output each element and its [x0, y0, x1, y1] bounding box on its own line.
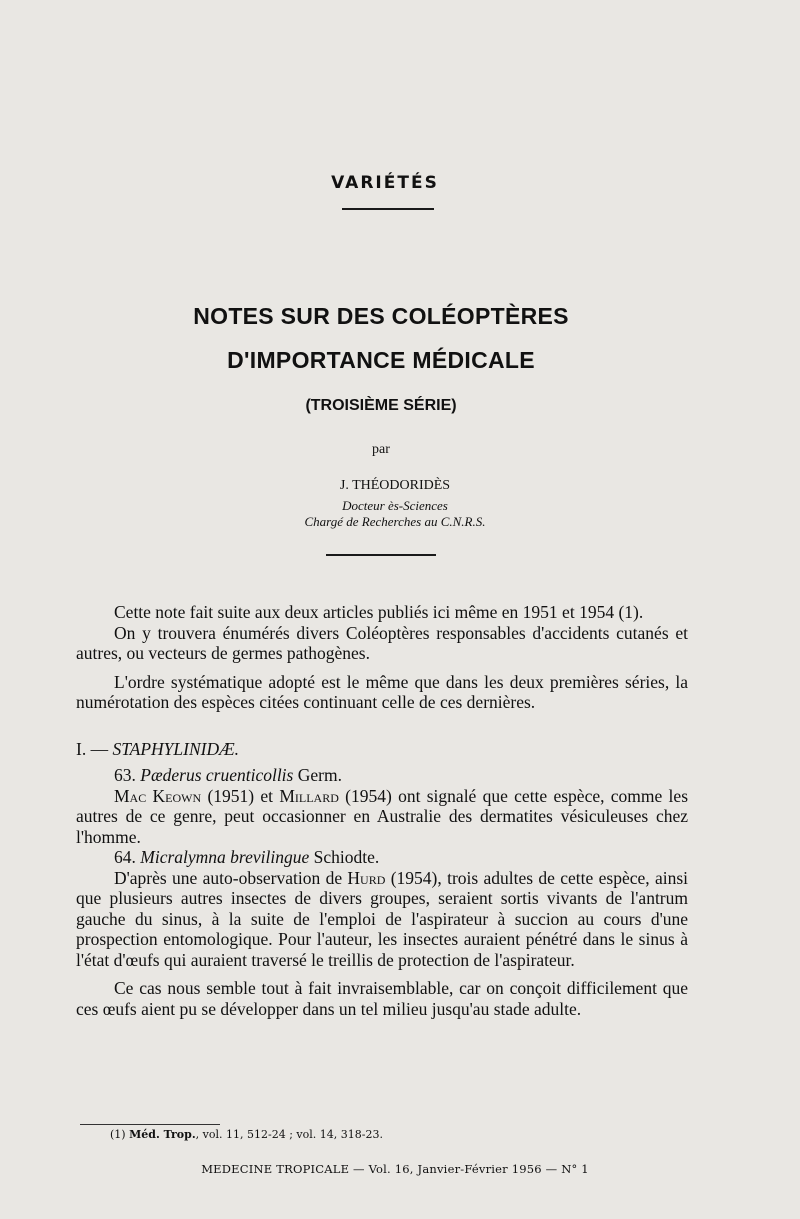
header-divider: [342, 208, 434, 210]
species-64-text-b: (1954), trois adultes de cette espèce, ainsi que plusieurs autres insectes de divers groupes, seraient sortis vivants de l'antrum gauche du sinus, à la suite de l'emploi de l'aspirateur à succion au cours d'une prospection entomologique. Pour l'auteur, les insectes auraient pénétré dans le sinus à l'état d'œufs qui auraient traversé le treillis de protection de l'aspirateur.: [76, 867, 689, 970]
intro-paragraph-3: L'ordre systématique adopté est le même que dans les deux premières séries, la numérotation des espèces citées continuant celle de ces dernières.: [76, 671, 688, 712]
article-body: [76, 602, 688, 1019]
section-family-name: STAPHYLINIDÆ.: [112, 738, 240, 759]
conclusion-paragraph: Ce cas nous semble tout à fait invraisemblable, car on conçoit difficilement que ces œufs aient pu se développer dans un tel milieu jusqu'au stade adulte.: [76, 978, 688, 1019]
footnote-marker: (1): [110, 1128, 130, 1141]
title-divider: [326, 554, 436, 556]
section-heading: [76, 739, 688, 760]
species-64-text-a: D'après une auto-observation de: [114, 867, 348, 888]
footnote-references: , vol. 11, 512-24 ; vol. 14, 318-23.: [195, 1128, 383, 1141]
species-64-paragraph: [76, 868, 688, 971]
species-63-name: Pæderus cruenticollis: [140, 765, 294, 785]
species-64-number: 64.: [114, 847, 141, 867]
species-63-paragraph: [76, 786, 688, 848]
footnote-divider: [80, 1124, 220, 1125]
page-footer: MEDECINE TROPICALE — Vol. 16, Janvier-Février 1956 — N° 1: [201, 1162, 589, 1176]
article-title-line-2: D'IMPORTANCE MÉDICALE: [227, 347, 535, 373]
species-64-name: Micralymna brevilingue: [140, 847, 310, 867]
article-title-line-1: NOTES SUR DES COLÉOPTÈRES: [193, 303, 569, 329]
intro-paragraph-2: On y trouvera énumérés divers Coléoptères responsables d'accidents cutanés et autres, ou vecteurs de germes pathogènes.: [76, 622, 688, 663]
species-63-text-b: (1954) ont signalé que cette espèce, comme les autres de ce genre, peut occasionner en Australie des dermatites vésiculeuses chez l'homme.: [76, 785, 688, 847]
citation-mac-keown: Mac Keown: [114, 785, 202, 806]
byline-par: par: [372, 442, 390, 457]
author-affiliation-2: Chargé de Recherches au C.N.R.S.: [304, 514, 486, 529]
article-subtitle: (TROISIÈME SÉRIE): [305, 397, 457, 414]
section-header: VARIÉTÉS: [331, 173, 439, 193]
species-64-heading: [76, 847, 688, 868]
species-64-authority: Schiodte.: [309, 847, 380, 867]
author-affiliation-1: Docteur ès-Sciences: [342, 498, 448, 513]
species-63-number: 63.: [114, 765, 141, 785]
citation-millard: Millard: [279, 785, 339, 806]
author-name: J. THÉODORIDÈS: [339, 478, 451, 493]
species-63-text-a: (1951) et: [201, 785, 280, 806]
footnote: [110, 1128, 383, 1141]
citation-hurd: Hurd: [347, 867, 386, 888]
species-63-authority: Germ.: [293, 765, 342, 785]
species-63-heading: [76, 765, 688, 786]
footnote-journal: Méd. Trop.: [129, 1128, 196, 1141]
intro-paragraph-1: Cette note fait suite aux deux articles publiés ici même en 1951 et 1954 (1).: [114, 602, 644, 622]
section-number: I. —: [76, 738, 113, 759]
